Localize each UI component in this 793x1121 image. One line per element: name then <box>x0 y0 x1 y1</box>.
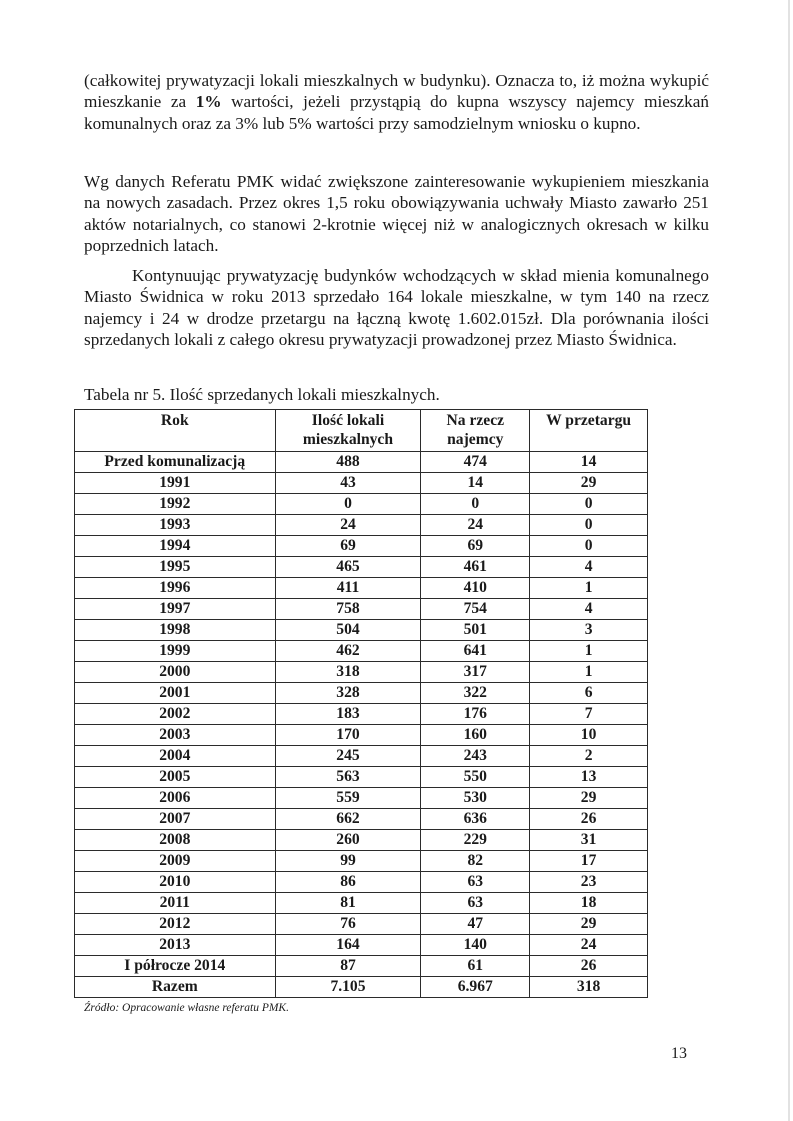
cell-by-tender: 18 <box>530 893 648 914</box>
cell-to-tenant: 47 <box>421 914 530 935</box>
cell-to-tenant: 636 <box>421 809 530 830</box>
cell-total-units: 488 <box>275 452 421 473</box>
cell-to-tenant: 160 <box>421 725 530 746</box>
table-row <box>75 914 648 935</box>
table-row <box>75 620 648 641</box>
p1-text-b: wartości, jeżeli przystąpią do kupna wszyscy najemcy mieszkań komunalnych oraz za 3% lub 5% wartości przy samodzielnym wniosku o kupno. <box>84 92 709 133</box>
cell-by-tender: 31 <box>530 830 648 851</box>
cell-total-units: 559 <box>275 788 421 809</box>
table-row <box>75 641 648 662</box>
table-total-row <box>75 977 648 998</box>
cell-by-tender: 10 <box>530 725 648 746</box>
page-edge-shadow <box>788 0 790 1121</box>
cell-total-units: 260 <box>275 830 421 851</box>
cell-by-tender: 318 <box>530 977 648 998</box>
cell-to-tenant: 754 <box>421 599 530 620</box>
cell-total-units: 563 <box>275 767 421 788</box>
cell-by-tender: 6 <box>530 683 648 704</box>
cell-by-tender: 26 <box>530 809 648 830</box>
cell-total-units: 69 <box>275 536 421 557</box>
table-row <box>75 809 648 830</box>
p1-text-a: (całkowitej prywatyzacji lokali mieszkalnych w budynku). Oznacza to, iż można wykupić mieszkanie za <box>84 71 709 112</box>
cell-to-tenant: 410 <box>421 578 530 599</box>
cell-total-units: 183 <box>275 704 421 725</box>
cell-to-tenant: 550 <box>421 767 530 788</box>
cell-to-tenant: 63 <box>421 872 530 893</box>
cell-by-tender: 29 <box>530 473 648 494</box>
table-caption: Tabela nr 5. Ilość sprzedanych lokali mieszkalnych. <box>84 385 440 404</box>
cell-year: 2004 <box>75 746 276 767</box>
cell-by-tender: 0 <box>530 494 648 515</box>
cell-year: 2000 <box>75 662 276 683</box>
cell-total-units: 164 <box>275 935 421 956</box>
cell-year: 2008 <box>75 830 276 851</box>
cell-total-units: 411 <box>275 578 421 599</box>
cell-by-tender: 1 <box>530 662 648 683</box>
cell-year: 2010 <box>75 872 276 893</box>
cell-total-units: 758 <box>275 599 421 620</box>
cell-by-tender: 29 <box>530 788 648 809</box>
cell-total-units: 81 <box>275 893 421 914</box>
cell-by-tender: 4 <box>530 557 648 578</box>
cell-year: 2007 <box>75 809 276 830</box>
cell-year: 1995 <box>75 557 276 578</box>
header-to-tenant: Na rzecz najemcy <box>421 410 530 452</box>
cell-to-tenant: 530 <box>421 788 530 809</box>
table-row <box>75 578 648 599</box>
cell-year: 2003 <box>75 725 276 746</box>
table-row <box>75 557 648 578</box>
header-year: Rok <box>75 410 276 452</box>
table-row <box>75 704 648 725</box>
cell-to-tenant: 24 <box>421 515 530 536</box>
table-row <box>75 683 648 704</box>
cell-year: 2012 <box>75 914 276 935</box>
table-row <box>75 494 648 515</box>
paragraph-privatization-terms <box>84 70 709 134</box>
cell-to-tenant: 82 <box>421 851 530 872</box>
cell-total-units: 87 <box>275 956 421 977</box>
table-row <box>75 956 648 977</box>
table-row <box>75 935 648 956</box>
table-row <box>75 851 648 872</box>
table-row <box>75 830 648 851</box>
cell-to-tenant: 641 <box>421 641 530 662</box>
cell-year: 1991 <box>75 473 276 494</box>
cell-total-units: 328 <box>275 683 421 704</box>
table-body <box>75 452 648 998</box>
cell-total-units: 24 <box>275 515 421 536</box>
cell-year: 1997 <box>75 599 276 620</box>
cell-total-units: 245 <box>275 746 421 767</box>
table-source-note: Źródło: Opracowanie własne referatu PMK. <box>84 1002 289 1014</box>
cell-by-tender: 24 <box>530 935 648 956</box>
cell-year: 2011 <box>75 893 276 914</box>
cell-year: Razem <box>75 977 276 998</box>
cell-total-units: 465 <box>275 557 421 578</box>
cell-total-units: 76 <box>275 914 421 935</box>
cell-total-units: 43 <box>275 473 421 494</box>
cell-to-tenant: 229 <box>421 830 530 851</box>
cell-to-tenant: 243 <box>421 746 530 767</box>
table-row <box>75 452 648 473</box>
cell-total-units: 318 <box>275 662 421 683</box>
cell-year: 2005 <box>75 767 276 788</box>
cell-year: 2009 <box>75 851 276 872</box>
cell-year: 2013 <box>75 935 276 956</box>
table-row <box>75 872 648 893</box>
cell-year: 2002 <box>75 704 276 725</box>
cell-year: 2001 <box>75 683 276 704</box>
cell-year: 1999 <box>75 641 276 662</box>
cell-year: 1992 <box>75 494 276 515</box>
cell-by-tender: 2 <box>530 746 648 767</box>
cell-by-tender: 1 <box>530 578 648 599</box>
table-row <box>75 767 648 788</box>
cell-total-units: 86 <box>275 872 421 893</box>
cell-total-units: 170 <box>275 725 421 746</box>
cell-to-tenant: 501 <box>421 620 530 641</box>
cell-by-tender: 14 <box>530 452 648 473</box>
table-row <box>75 662 648 683</box>
table-row <box>75 893 648 914</box>
cell-by-tender: 0 <box>530 515 648 536</box>
paragraph-continuing-privatization: Kontynuując prywatyzację budynków wchodzących w skład mienia komunalnego Miasto Świdnica w roku 2013 sprzedało 164 lokale mieszkalne, w tym 140 na rzecz najemcy i 24 w drodze przetargu na łączną kwotę 1.602.015zł. Dla porównania ilości sprzedanych lokali z całego okresu prywatyzacji prowadzonej przez Miasto Świdnica. <box>84 266 709 350</box>
cell-by-tender: 29 <box>530 914 648 935</box>
cell-year: 2006 <box>75 788 276 809</box>
cell-by-tender: 23 <box>530 872 648 893</box>
table-header-row <box>75 410 648 452</box>
cell-by-tender: 26 <box>530 956 648 977</box>
cell-by-tender: 7 <box>530 704 648 725</box>
header-total-units: Ilość lokali mieszkalnych <box>275 410 421 452</box>
cell-by-tender: 3 <box>530 620 648 641</box>
cell-total-units: 504 <box>275 620 421 641</box>
cell-by-tender: 1 <box>530 641 648 662</box>
cell-by-tender: 4 <box>530 599 648 620</box>
cell-year: I półrocze 2014 <box>75 956 276 977</box>
table-row <box>75 473 648 494</box>
cell-total-units: 0 <box>275 494 421 515</box>
p1-bold-percent: 1% <box>195 92 222 112</box>
cell-year: 1998 <box>75 620 276 641</box>
cell-to-tenant: 6.967 <box>421 977 530 998</box>
cell-to-tenant: 61 <box>421 956 530 977</box>
cell-to-tenant: 140 <box>421 935 530 956</box>
cell-total-units: 462 <box>275 641 421 662</box>
sold-apartments-table <box>74 409 648 998</box>
table-row <box>75 515 648 536</box>
cell-by-tender: 0 <box>530 536 648 557</box>
cell-to-tenant: 69 <box>421 536 530 557</box>
cell-to-tenant: 176 <box>421 704 530 725</box>
cell-by-tender: 17 <box>530 851 648 872</box>
cell-total-units: 7.105 <box>275 977 421 998</box>
table-row <box>75 599 648 620</box>
cell-to-tenant: 461 <box>421 557 530 578</box>
table-row <box>75 746 648 767</box>
table-row <box>75 725 648 746</box>
cell-year: 1993 <box>75 515 276 536</box>
cell-year: 1994 <box>75 536 276 557</box>
table-row <box>75 788 648 809</box>
cell-to-tenant: 317 <box>421 662 530 683</box>
cell-to-tenant: 322 <box>421 683 530 704</box>
cell-year: 1996 <box>75 578 276 599</box>
cell-year: Przed komunalizacją <box>75 452 276 473</box>
cell-by-tender: 13 <box>530 767 648 788</box>
cell-to-tenant: 474 <box>421 452 530 473</box>
cell-to-tenant: 14 <box>421 473 530 494</box>
paragraph-pmk-data: Wg danych Referatu PMK widać zwiększone zainteresowanie wykupieniem mieszkania na nowych zasadach. Przez okres 1,5 roku obowiązywania uchwały Miasto zawarło 251 aktów notarialnych, co stanowi 2-krotnie więcej niż w analogicznych okresach w kilku poprzednich latach. <box>84 172 709 256</box>
cell-to-tenant: 63 <box>421 893 530 914</box>
table-row <box>75 536 648 557</box>
header-by-tender: W przetargu <box>530 410 648 452</box>
page-number: 13 <box>671 1045 687 1062</box>
cell-total-units: 99 <box>275 851 421 872</box>
cell-total-units: 662 <box>275 809 421 830</box>
cell-to-tenant: 0 <box>421 494 530 515</box>
